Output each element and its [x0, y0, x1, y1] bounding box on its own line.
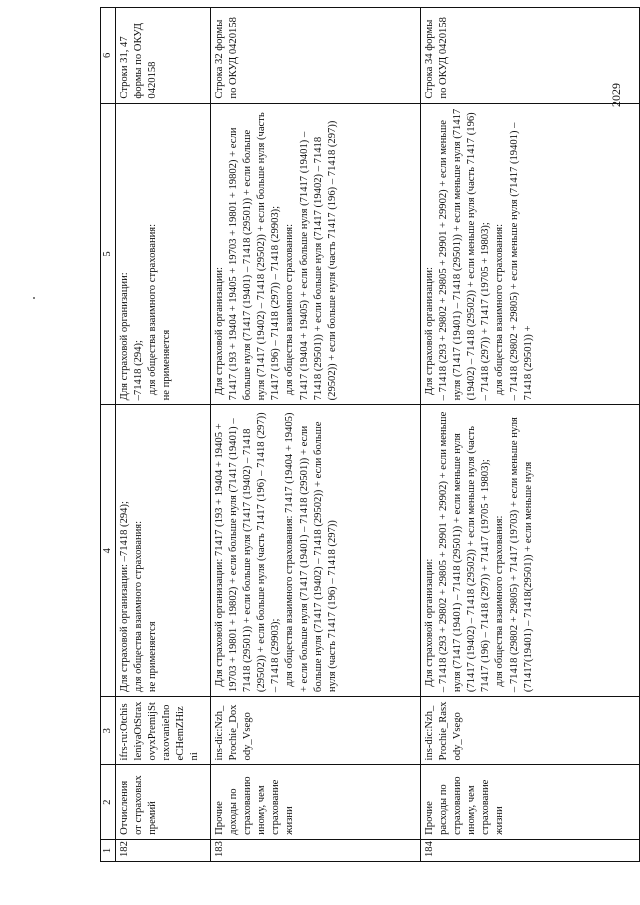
- column-number: 3: [101, 697, 116, 765]
- rotated-page-content: [100, 7, 640, 862]
- row-number: 183: [211, 839, 421, 861]
- indicator-name: Прочие расходы по страхованию иному, чем страхование жизни: [421, 765, 640, 839]
- taxonomy-code: ins-dic:Nzh_Prochie_Doxody_Vsego: [211, 697, 421, 765]
- page-number: 2029: [609, 83, 623, 107]
- row-number: 182: [116, 839, 211, 861]
- table-row: [116, 8, 211, 862]
- source-reference: Строки 31, 47 формы по ОКУД 0420158: [116, 8, 211, 104]
- taxonomy-code: ins-dic:Nzh_Prochie_Rasxody_Vsego: [421, 697, 640, 765]
- mutual-insurance-formula: Для страховой организации: – 71418 (293 + 29802 + 29805 + 29901 + 29902) + если меньше нуля (71417 (19401) – 71418 (29501)) + если меньше нуля (71417 (19402) – 71418 (29502)) + если меньше нуля (часть 71417 (196) – 71418 (297)) + 71417 (19705 + 19803); для общества взаимного страхования: – 71418 (29802 + 29805) + если меньше нуля (71417 (19401) – 71418 (29501)) +: [421, 103, 640, 405]
- source-reference: Строка 32 формы по ОКУД 0420158: [211, 8, 421, 104]
- indicator-name: Отчисления от страховых премий: [116, 765, 211, 839]
- column-number: 2: [101, 765, 116, 839]
- column-number-row: [101, 8, 116, 862]
- source-reference: Строка 34 формы по ОКУД 0420158: [421, 8, 640, 104]
- mutual-insurance-formula: Для страховой организации: 71417 (193 + 19404 + 19405 + 19703 + 19801 + 19802) + если больше нуля (71417 (19401) – 71418 (29501)) + если больше нуля (71417 (19402) – 71418 (29502)) + если больше нуля (часть 71417 (196) – 71418 (297)) – 71418 (29903); для общества взаимного страхования: 71417 (19404 + 19405) + если больше нуля (71417 (19401) – 71418 (29501)) + если больше нуля (71417 (19402) – 71418 (29502)) + если больше нуля (часть 71417 (196) – 71418 (297)): [211, 103, 421, 405]
- column-number: 1: [101, 839, 116, 861]
- taxonomy-code: ifrs-ru:OtchisleniyaOtStraxovyxPremijStraxovanieInoeCHemZHizni: [116, 697, 211, 765]
- column-number: 4: [101, 405, 116, 697]
- scan-speck: [32, 296, 36, 300]
- mutual-insurance-formula: Для страховой организации: –71418 (294); для общества взаимного страхования: не применяется: [116, 103, 211, 405]
- table-row: [421, 8, 640, 862]
- table-row: [211, 8, 421, 862]
- indicator-name: Прочие доходы по страхованию иному, чем страхование жизни: [211, 765, 421, 839]
- calculation-formula: Для страховой организации: 71417 (193 + 19404 + 19405 + 19703 + 19801 + 19802) + если больше нуля (71417 (19401) – 71418 (29501)) + если больше нуля (71417 (19402) – 71418 (29502)) + если больше нуля (часть 71417 (196) – 71418 (297)) – 71418 (29903); для общества взаимного страхования: 71417 (19404 + 19405) + если больше нуля (71417 (19401) – 71418 (29501)) + если больше нуля (71417 (19402) – 71418 (29502)) + если больше нуля (часть 71417 (196) – 71418 (297)): [211, 405, 421, 697]
- column-number: 6: [101, 8, 116, 104]
- row-number: 184: [421, 839, 640, 861]
- calculation-formula: Для страховой организации: –71418 (294); для общества взаимного страхования: не применяется: [116, 405, 211, 697]
- calculation-formula: Для страховой организации: – 71418 (293 + 29802 + 29805 + 29901 + 29902) + если меньше нуля (71417 (19401) – 71418 (29501)) + если меньше нуля (71417 (19402) – 71418 (29502)) + если меньше нуля (часть 71417 (196) – 71418 (297)) + 71417 (19705 + 19803); для общества взаимного страхования: – 71418 (29802 + 29805) + 71417 (19703) + если меньше нуля (71417(19401) – 71418(29501)) + если меньше нуля: [421, 405, 640, 697]
- formula-table: [100, 7, 640, 862]
- column-number: 5: [101, 103, 116, 405]
